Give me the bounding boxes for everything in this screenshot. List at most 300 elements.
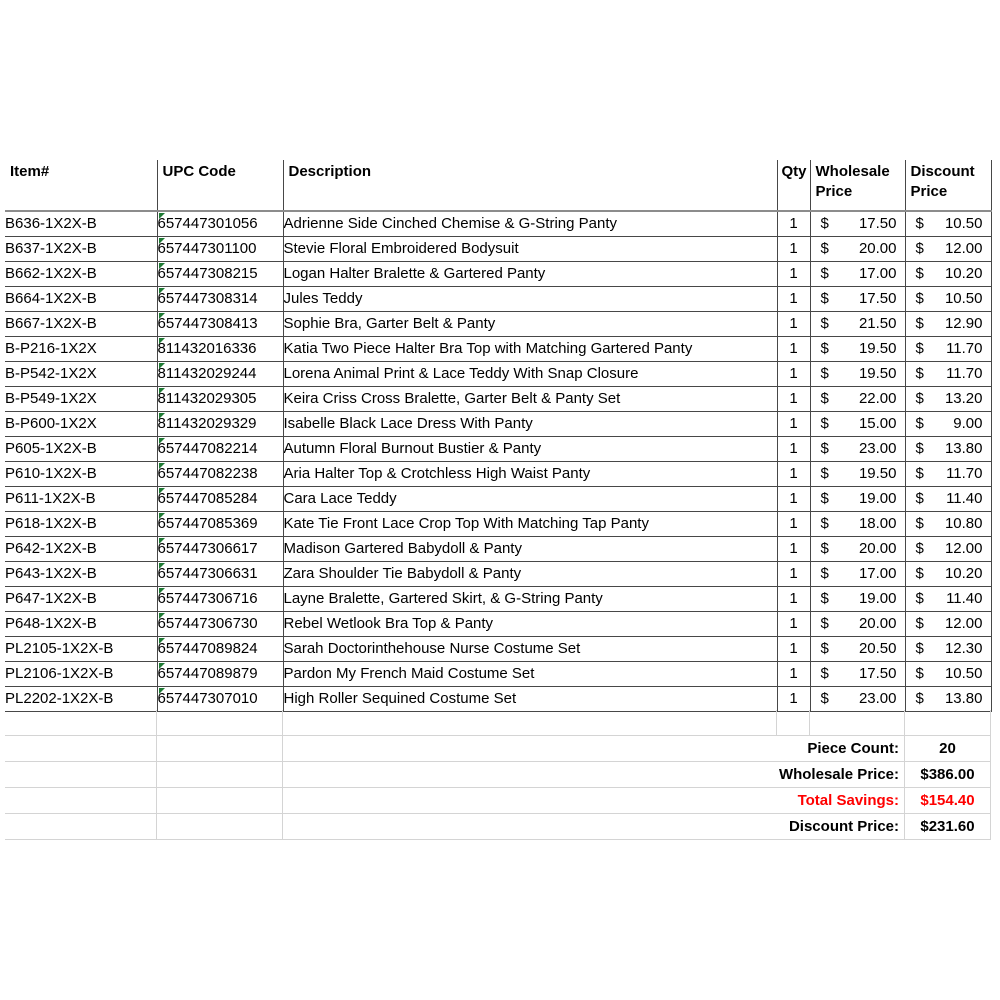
col-header-wholesale-price[interactable] <box>810 160 905 211</box>
upc-code-cell[interactable] <box>157 211 283 237</box>
dollar-sign: $ <box>820 440 829 457</box>
upc-code-cell[interactable] <box>157 387 283 412</box>
discount-price-cell[interactable] <box>905 262 991 287</box>
discount-price-cell[interactable] <box>905 387 991 412</box>
upc-code-cell[interactable] <box>157 462 283 487</box>
item-number-cell[interactable]: B664-1X2X-B <box>5 287 157 312</box>
upc-code-text: 811432029305 <box>157 390 257 407</box>
item-number-cell[interactable]: P605-1X2X-B <box>5 437 157 462</box>
dollar-sign: $ <box>820 490 829 507</box>
item-number-cell[interactable]: P643-1X2X-B <box>5 562 157 587</box>
wholesale-amount: 15.00 <box>858 415 897 432</box>
dollar-sign: $ <box>915 615 924 632</box>
dollar-sign: $ <box>915 565 924 582</box>
qty-cell[interactable]: 1 <box>777 537 810 562</box>
discount-price-cell[interactable] <box>905 237 991 262</box>
table-row <box>5 662 991 687</box>
col-header-discount-price[interactable] <box>905 160 991 211</box>
item-number-cell[interactable]: B-P216-1X2X <box>5 337 157 362</box>
upc-code-text: 657447308215 <box>157 265 258 282</box>
upc-code-cell[interactable] <box>157 687 283 712</box>
wholesale-amount: 20.00 <box>858 540 897 557</box>
empty-cell[interactable] <box>5 814 157 839</box>
qty-cell[interactable]: 1 <box>777 412 810 437</box>
discount-amount: 9.00 <box>953 415 983 432</box>
table-row <box>5 687 991 712</box>
discount-amount: 11.70 <box>946 340 983 357</box>
description-cell[interactable]: Sarah Doctorinthehouse Nurse Costume Set <box>283 637 777 662</box>
dollar-sign: $ <box>820 465 829 482</box>
wholesale-amount: 21.50 <box>858 315 897 332</box>
error-indicator-triangle-icon <box>159 413 165 419</box>
description-cell[interactable]: Rebel Wetlook Bra Top & Panty <box>283 612 777 637</box>
qty-cell[interactable]: 1 <box>777 662 810 687</box>
qty-cell[interactable]: 1 <box>777 262 810 287</box>
wholesale-amount: 23.00 <box>858 690 897 707</box>
wholesale-header-line1: Wholesale <box>815 163 890 180</box>
wholesale-price-cell[interactable] <box>810 262 905 287</box>
wholesale-price-cell[interactable] <box>810 362 905 387</box>
dollar-sign: $ <box>820 540 829 557</box>
error-indicator-triangle-icon <box>159 213 165 219</box>
table-row <box>5 612 991 637</box>
table-body <box>5 211 991 712</box>
order-table <box>5 160 992 712</box>
wholesale-price-cell[interactable] <box>810 687 905 712</box>
summary-value[interactable]: $386.00 <box>905 762 991 787</box>
discount-amount: 10.50 <box>944 665 983 682</box>
wholesale-price-cell[interactable] <box>810 537 905 562</box>
error-indicator-triangle-icon <box>159 338 165 344</box>
wholesale-price-cell[interactable] <box>810 387 905 412</box>
error-indicator-triangle-icon <box>159 488 165 494</box>
error-indicator-triangle-icon <box>159 263 165 269</box>
table-row <box>5 287 991 312</box>
upc-code-cell[interactable] <box>157 412 283 437</box>
discount-header-line2: Price <box>910 183 948 200</box>
dollar-sign: $ <box>820 265 829 282</box>
dollar-sign: $ <box>915 390 924 407</box>
dollar-sign: $ <box>820 340 829 357</box>
wholesale-amount: 20.50 <box>858 640 897 657</box>
dollar-sign: $ <box>820 590 829 607</box>
discount-price-cell[interactable] <box>905 362 991 387</box>
wholesale-price-cell[interactable] <box>810 412 905 437</box>
error-indicator-triangle-icon <box>159 363 165 369</box>
table-row <box>5 337 991 362</box>
description-cell[interactable]: Keira Criss Cross Bralette, Garter Belt & Panty Set <box>283 387 777 412</box>
wholesale-header-line2: Price <box>815 183 853 200</box>
totals-area <box>5 710 991 840</box>
upc-code-cell[interactable] <box>157 512 283 537</box>
discount-price-cell[interactable] <box>905 287 991 312</box>
error-indicator-triangle-icon <box>159 513 165 519</box>
table-row <box>5 587 991 612</box>
error-indicator-triangle-icon <box>159 238 165 244</box>
qty-cell[interactable]: 1 <box>777 587 810 612</box>
description-cell[interactable]: Sophie Bra, Garter Belt & Panty <box>283 312 777 337</box>
discount-price-cell[interactable] <box>905 637 991 662</box>
discount-price-cell[interactable] <box>905 537 991 562</box>
discount-price-cell[interactable] <box>905 211 991 237</box>
qty-cell[interactable]: 1 <box>777 287 810 312</box>
col-header-upc[interactable]: UPC Code <box>157 160 283 211</box>
wholesale-amount: 19.50 <box>858 465 897 482</box>
wholesale-amount: 17.00 <box>858 265 897 282</box>
summary-label: Piece Count: <box>283 736 905 761</box>
qty-cell[interactable]: 1 <box>777 362 810 387</box>
header-row <box>5 160 991 211</box>
wholesale-amount: 18.00 <box>858 515 897 532</box>
dollar-sign: $ <box>915 240 924 257</box>
discount-amount: 13.80 <box>944 440 983 457</box>
dollar-sign: $ <box>915 690 924 707</box>
wholesale-price-cell[interactable] <box>810 612 905 637</box>
upc-code-cell[interactable] <box>157 262 283 287</box>
wholesale-amount: 17.00 <box>858 565 897 582</box>
upc-code-cell[interactable] <box>157 612 283 637</box>
description-cell[interactable]: Logan Halter Bralette & Gartered Panty <box>283 262 777 287</box>
dollar-sign: $ <box>915 640 924 657</box>
table-row <box>5 462 991 487</box>
qty-cell[interactable]: 1 <box>777 312 810 337</box>
discount-price-cell[interactable] <box>905 512 991 537</box>
description-cell[interactable]: Autumn Floral Burnout Bustier & Panty <box>283 437 777 462</box>
qty-cell[interactable]: 1 <box>777 387 810 412</box>
discount-price-cell[interactable] <box>905 687 991 712</box>
table-row <box>5 262 991 287</box>
upc-code-text: 657447085369 <box>157 515 258 532</box>
discount-amount: 10.20 <box>944 565 983 582</box>
description-cell[interactable]: High Roller Sequined Costume Set <box>283 687 777 712</box>
upc-code-text: 657447082238 <box>157 465 258 482</box>
description-cell[interactable]: Kate Tie Front Lace Crop Top With Matching Tap Panty <box>283 512 777 537</box>
dollar-sign: $ <box>820 565 829 582</box>
upc-code-cell[interactable] <box>157 362 283 387</box>
qty-cell[interactable]: 1 <box>777 237 810 262</box>
summary-value[interactable]: $154.40 <box>905 788 991 813</box>
empty-cell[interactable] <box>5 788 157 813</box>
discount-price-cell[interactable] <box>905 337 991 362</box>
wholesale-amount: 19.50 <box>858 365 897 382</box>
error-indicator-triangle-icon <box>159 663 165 669</box>
item-number-cell[interactable]: P610-1X2X-B <box>5 462 157 487</box>
dollar-sign: $ <box>820 665 829 682</box>
item-number-cell[interactable]: P618-1X2X-B <box>5 512 157 537</box>
upc-code-text: 657447307010 <box>157 690 258 707</box>
wholesale-price-cell[interactable] <box>810 287 905 312</box>
wholesale-price-cell[interactable] <box>810 437 905 462</box>
discount-price-cell[interactable] <box>905 662 991 687</box>
error-indicator-triangle-icon <box>159 313 165 319</box>
upc-code-text: 657447308314 <box>157 290 258 307</box>
qty-cell[interactable]: 1 <box>777 211 810 237</box>
error-indicator-triangle-icon <box>159 688 165 694</box>
description-cell[interactable]: Adrienne Side Cinched Chemise & G-String Panty <box>283 211 777 237</box>
qty-cell[interactable]: 1 <box>777 437 810 462</box>
error-indicator-triangle-icon <box>159 538 165 544</box>
summary-row <box>5 736 991 762</box>
wholesale-price-cell[interactable] <box>810 637 905 662</box>
wholesale-amount: 17.50 <box>858 290 897 307</box>
summary-value[interactable]: $231.60 <box>905 814 991 839</box>
col-header-qty[interactable]: Qty <box>777 160 810 211</box>
item-number-cell[interactable]: B-P600-1X2X <box>5 412 157 437</box>
qty-cell[interactable]: 1 <box>777 337 810 362</box>
table-row <box>5 412 991 437</box>
dollar-sign: $ <box>820 615 829 632</box>
item-number-cell[interactable]: PL2202-1X2X-B <box>5 687 157 712</box>
wholesale-price-cell[interactable] <box>810 337 905 362</box>
description-cell[interactable]: Pardon My French Maid Costume Set <box>283 662 777 687</box>
wholesale-price-cell[interactable] <box>810 487 905 512</box>
error-indicator-triangle-icon <box>159 388 165 394</box>
wholesale-price-cell[interactable] <box>810 237 905 262</box>
discount-amount: 12.00 <box>944 540 983 557</box>
upc-code-cell[interactable] <box>157 437 283 462</box>
discount-amount: 13.20 <box>944 390 983 407</box>
discount-amount: 11.40 <box>946 590 983 607</box>
wholesale-price-cell[interactable] <box>810 512 905 537</box>
qty-cell[interactable]: 1 <box>777 512 810 537</box>
upc-code-text: 657447082214 <box>157 440 258 457</box>
wholesale-price-cell[interactable] <box>810 587 905 612</box>
dollar-sign: $ <box>820 415 829 432</box>
error-indicator-triangle-icon <box>159 638 165 644</box>
upc-code-text: 657447089879 <box>157 665 258 682</box>
item-number-cell[interactable]: P611-1X2X-B <box>5 487 157 512</box>
discount-header-line1: Discount <box>910 163 975 180</box>
description-cell[interactable]: Aria Halter Top & Crotchless High Waist Panty <box>283 462 777 487</box>
empty-grid-row <box>5 710 991 736</box>
qty-cell[interactable]: 1 <box>777 637 810 662</box>
discount-price-cell[interactable] <box>905 587 991 612</box>
discount-price-cell[interactable] <box>905 612 991 637</box>
summary-rows <box>5 736 991 840</box>
qty-cell[interactable]: 1 <box>777 687 810 712</box>
discount-price-cell[interactable] <box>905 487 991 512</box>
table-row <box>5 237 991 262</box>
item-number-cell[interactable]: PL2105-1X2X-B <box>5 637 157 662</box>
qty-cell[interactable]: 1 <box>777 562 810 587</box>
dollar-sign: $ <box>915 340 924 357</box>
qty-cell[interactable]: 1 <box>777 462 810 487</box>
discount-amount: 12.90 <box>944 315 983 332</box>
wholesale-price-cell[interactable] <box>810 562 905 587</box>
dollar-sign: $ <box>915 265 924 282</box>
wholesale-price-cell[interactable] <box>810 312 905 337</box>
col-header-item[interactable]: Item# <box>5 160 157 211</box>
upc-code-text: 657447089824 <box>157 640 258 657</box>
dollar-sign: $ <box>915 515 924 532</box>
empty-cell[interactable] <box>283 710 777 735</box>
empty-cell[interactable] <box>905 710 991 735</box>
dollar-sign: $ <box>820 240 829 257</box>
discount-amount: 12.00 <box>944 615 983 632</box>
description-cell[interactable]: Jules Teddy <box>283 287 777 312</box>
empty-cell[interactable] <box>5 762 157 787</box>
item-number-cell[interactable]: B662-1X2X-B <box>5 262 157 287</box>
upc-code-text: 657447301056 <box>157 215 258 232</box>
description-cell[interactable]: Layne Bralette, Gartered Skirt, & G-String Panty <box>283 587 777 612</box>
description-cell[interactable]: Zara Shoulder Tie Babydoll & Panty <box>283 562 777 587</box>
dollar-sign: $ <box>915 365 924 382</box>
upc-code-cell[interactable] <box>157 587 283 612</box>
table-row <box>5 437 991 462</box>
dollar-sign: $ <box>915 665 924 682</box>
table-row <box>5 487 991 512</box>
table-row <box>5 562 991 587</box>
wholesale-amount: 20.00 <box>858 615 897 632</box>
item-number-cell[interactable]: P642-1X2X-B <box>5 537 157 562</box>
item-number-cell[interactable]: B636-1X2X-B <box>5 211 157 237</box>
empty-cell[interactable] <box>157 710 283 735</box>
item-number-cell[interactable]: PL2106-1X2X-B <box>5 662 157 687</box>
dollar-sign: $ <box>915 440 924 457</box>
error-indicator-triangle-icon <box>159 563 165 569</box>
description-cell[interactable]: Cara Lace Teddy <box>283 487 777 512</box>
discount-amount: 11.70 <box>946 465 983 482</box>
wholesale-amount: 17.50 <box>858 215 897 232</box>
table-row <box>5 637 991 662</box>
discount-amount: 12.30 <box>944 640 983 657</box>
description-cell[interactable]: Katia Two Piece Halter Bra Top with Matching Gartered Panty <box>283 337 777 362</box>
wholesale-amount: 20.00 <box>858 240 897 257</box>
summary-label: Total Savings: <box>283 788 905 813</box>
item-number-cell[interactable]: P648-1X2X-B <box>5 612 157 637</box>
upc-code-cell[interactable] <box>157 562 283 587</box>
empty-cell[interactable] <box>5 736 157 761</box>
summary-row <box>5 814 991 840</box>
wholesale-price-cell[interactable] <box>810 462 905 487</box>
discount-amount: 11.40 <box>946 490 983 507</box>
wholesale-amount: 19.00 <box>858 490 897 507</box>
error-indicator-triangle-icon <box>159 588 165 594</box>
dollar-sign: $ <box>820 215 829 232</box>
summary-value[interactable]: 20 <box>905 736 991 761</box>
dollar-sign: $ <box>915 215 924 232</box>
description-cell[interactable]: Madison Gartered Babydoll & Panty <box>283 537 777 562</box>
error-indicator-triangle-icon <box>159 463 165 469</box>
description-cell[interactable]: Isabelle Black Lace Dress With Panty <box>283 412 777 437</box>
error-indicator-triangle-icon <box>159 613 165 619</box>
upc-code-text: 657447085284 <box>157 490 258 507</box>
wholesale-amount: 19.00 <box>858 590 897 607</box>
dollar-sign: $ <box>915 590 924 607</box>
wholesale-amount: 23.00 <box>858 440 897 457</box>
upc-code-cell[interactable] <box>157 537 283 562</box>
dollar-sign: $ <box>915 490 924 507</box>
upc-code-text: 657447308413 <box>157 315 258 332</box>
empty-cell[interactable] <box>157 814 283 839</box>
upc-code-text: 811432029329 <box>157 415 257 432</box>
description-cell[interactable]: Stevie Floral Embroidered Bodysuit <box>283 237 777 262</box>
empty-cell[interactable] <box>157 788 283 813</box>
dollar-sign: $ <box>915 290 924 307</box>
wholesale-amount: 19.50 <box>858 340 897 357</box>
discount-price-cell[interactable] <box>905 437 991 462</box>
empty-cell[interactable] <box>5 710 157 735</box>
upc-code-text: 657447306631 <box>157 565 258 582</box>
description-cell[interactable]: Lorena Animal Print & Lace Teddy With Snap Closure <box>283 362 777 387</box>
discount-amount: 10.80 <box>944 515 983 532</box>
upc-code-cell[interactable] <box>157 287 283 312</box>
item-number-cell[interactable]: B667-1X2X-B <box>5 312 157 337</box>
discount-amount: 10.20 <box>944 265 983 282</box>
upc-code-cell[interactable] <box>157 312 283 337</box>
item-number-cell[interactable]: P647-1X2X-B <box>5 587 157 612</box>
empty-cell[interactable] <box>810 710 905 735</box>
summary-row <box>5 788 991 814</box>
summary-row <box>5 762 991 788</box>
discount-price-cell[interactable] <box>905 412 991 437</box>
table-row <box>5 211 991 237</box>
dollar-sign: $ <box>820 290 829 307</box>
upc-code-text: 657447306617 <box>157 540 258 557</box>
item-number-cell[interactable]: B-P542-1X2X <box>5 362 157 387</box>
upc-code-text: 657447306716 <box>157 590 258 607</box>
discount-price-cell[interactable] <box>905 462 991 487</box>
table-row <box>5 512 991 537</box>
table-row <box>5 387 991 412</box>
upc-code-cell[interactable] <box>157 237 283 262</box>
table-row <box>5 362 991 387</box>
discount-amount: 12.00 <box>944 240 983 257</box>
dollar-sign: $ <box>915 465 924 482</box>
upc-code-text: 657447306730 <box>157 615 258 632</box>
error-indicator-triangle-icon <box>159 288 165 294</box>
upc-code-cell[interactable] <box>157 337 283 362</box>
item-number-cell[interactable]: B637-1X2X-B <box>5 237 157 262</box>
col-header-description[interactable]: Description <box>283 160 777 211</box>
error-indicator-triangle-icon <box>159 438 165 444</box>
discount-price-cell[interactable] <box>905 312 991 337</box>
dollar-sign: $ <box>820 315 829 332</box>
discount-amount: 10.50 <box>944 290 983 307</box>
table-row <box>5 537 991 562</box>
dollar-sign: $ <box>820 365 829 382</box>
dollar-sign: $ <box>820 515 829 532</box>
upc-code-cell[interactable] <box>157 662 283 687</box>
empty-cell[interactable] <box>157 762 283 787</box>
dollar-sign: $ <box>915 315 924 332</box>
wholesale-amount: 17.50 <box>858 665 897 682</box>
summary-label: Wholesale Price: <box>283 762 905 787</box>
discount-amount: 11.70 <box>946 365 983 382</box>
empty-cell[interactable] <box>157 736 283 761</box>
wholesale-price-cell[interactable] <box>810 662 905 687</box>
upc-code-cell[interactable] <box>157 487 283 512</box>
dollar-sign: $ <box>915 415 924 432</box>
empty-cell[interactable] <box>777 710 810 735</box>
dollar-sign: $ <box>820 640 829 657</box>
dollar-sign: $ <box>820 690 829 707</box>
discount-price-cell[interactable] <box>905 562 991 587</box>
upc-code-text: 811432016336 <box>157 340 257 357</box>
wholesale-price-cell[interactable] <box>810 211 905 237</box>
item-number-cell[interactable]: B-P549-1X2X <box>5 387 157 412</box>
upc-code-text: 657447301100 <box>157 240 257 257</box>
dollar-sign: $ <box>820 390 829 407</box>
discount-amount: 10.50 <box>944 215 983 232</box>
dollar-sign: $ <box>915 540 924 557</box>
summary-label: Discount Price: <box>283 814 905 839</box>
qty-cell[interactable]: 1 <box>777 612 810 637</box>
upc-code-cell[interactable] <box>157 637 283 662</box>
discount-amount: 13.80 <box>944 690 983 707</box>
qty-cell[interactable]: 1 <box>777 487 810 512</box>
table-row <box>5 312 991 337</box>
